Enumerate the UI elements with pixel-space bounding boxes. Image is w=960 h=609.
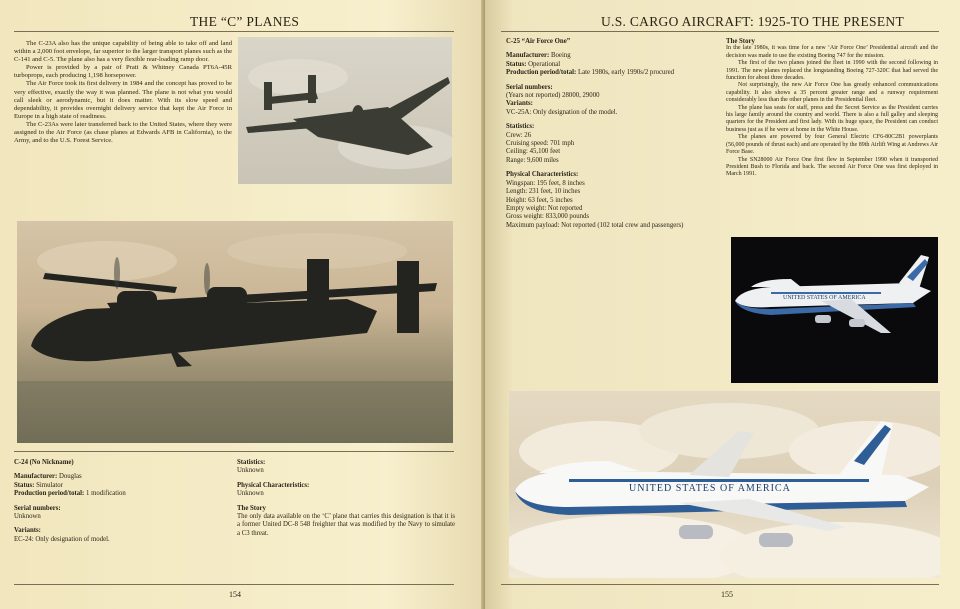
c25-physical: Height: 63 feet, 5 inches bbox=[506, 196, 573, 204]
c25-variants: VC-25A: Only designation of the model. bbox=[506, 108, 618, 116]
c25-serial: (Years not reported) 28000, 29000 bbox=[506, 92, 600, 100]
c25-specs: C-25 “Air Force One” Manufacturer: Boeing Status: Operational Production period/total: Late 1980s, early 1990s/2 procured Serial numbers: (Years not reported) 28000, 29000 Variants: VC-25A: Only designation of the model. Statistics: Crew: 26 Cruising speed: 701 mph Ceiling: 45,100 feet Range: 9,600 miles Physical Characteristics: Wingspan: 195 feet, 8 inches Length: 231 feet, 10 inches Height: 63 feet, 5 inches Empty weight: Not reported Gross weight: 833,000 pounds Maximum payload: Not reported (102 total crew and passengers) bbox=[506, 38, 721, 230]
left-footer-rule bbox=[14, 584, 454, 585]
c25-physical: Maximum payload: Not reported (102 total crew and passengers) bbox=[506, 221, 684, 229]
right-page bbox=[485, 0, 960, 609]
c24-serial: Unknown bbox=[14, 513, 41, 521]
c25-physical: Length: 231 feet, 10 inches bbox=[506, 188, 581, 196]
c24-stats: Statistics: Unknown Physical Characteristics: Unknown The Story The only data available on the ‘C’ plane that carries this designation is that it is a former United DC-8 548 freighter that was modified by the Navy to simulate a C3 threat. bbox=[237, 459, 455, 537]
intro-paragraph: The Air Force took its first delivery in 1984 and the concept has proved to be very effective, exactly the way it was planned. The plane is not what you would call sleek or aerodynamic, but it does matter. With its slow speed and dependability, it provides overnight delivery service that kept the Air Force in Europe in a high state of readiness. bbox=[14, 80, 232, 120]
left-page-header: THE “C” PLANES bbox=[190, 14, 300, 29]
c25-physical: Empty weight: Not reported bbox=[506, 204, 583, 212]
c24-physical: Unknown bbox=[237, 490, 264, 498]
c25-stat: Cruising speed: 701 mph bbox=[506, 140, 575, 148]
c24-manufacturer: Douglas bbox=[59, 473, 82, 481]
story-paragraph: In the late 1980s, it was time for a new ‘Air Force One’ Presidential aircraft and the decision was made to use the existing Boeing 747 for the mission. bbox=[726, 45, 938, 59]
air-force-one-small-photo bbox=[731, 237, 938, 383]
c24-status: Simulator bbox=[36, 481, 63, 489]
c25-stat: Range: 9,600 miles bbox=[506, 156, 559, 164]
c24-story: The only data available on the ‘C’ plane that carries this designation is that it is a former United DC-8 548 freighter that was modified by the Navy to simulate a C3 threat. bbox=[237, 513, 455, 537]
c23-overhead-photo bbox=[238, 37, 452, 184]
intro-paragraph: The C-23As were later transferred back to the United States, where they were assigned to the Air Force (as chase planes at Edwards AFB in California), to the Army, and to the U.S. Forest Service. bbox=[14, 120, 232, 145]
c25-physical: Wingspan: 195 feet, 8 inches bbox=[506, 179, 585, 187]
page-number: 155 bbox=[721, 590, 733, 599]
c23-intro-text bbox=[14, 40, 232, 145]
c25-status: Operational bbox=[528, 60, 561, 68]
story-paragraph: Not surprisingly, the new Air Force One has greatly enhanced communications capability. It also shows a 35 percent greater range and a runway requirement considerably less than the other planes in the Presidential fleet. bbox=[726, 82, 938, 104]
right-footer-rule bbox=[501, 584, 939, 585]
c24-variants: EC-24: Only designation of model. bbox=[14, 535, 110, 543]
c24-title: C-24 (No Nickname) bbox=[14, 459, 74, 466]
c24-production: 1 modification bbox=[86, 490, 126, 498]
c25-story-label: The Story bbox=[726, 38, 755, 45]
left-header-rule bbox=[14, 31, 454, 32]
story-paragraph: The planes are powered by four General Electric CF6-80C2B1 powerplants (56,000 pounds of thrust each) and are operated by the 89th Airlift Wing at Andrews Air Force Base. bbox=[726, 134, 938, 156]
page-number: 154 bbox=[229, 590, 241, 599]
c25-manufacturer: Boeing bbox=[551, 52, 571, 60]
c25-stat: Crew: 26 bbox=[506, 131, 532, 139]
c25-production: Late 1980s, early 1990s/2 procured bbox=[578, 69, 675, 77]
story-paragraph: The plane has seats for staff, press and the Secret Service as the President carries his large family around the country and world. There is also a full galley and sleeping quarters for the President and first lady. With its huge space, the President can conduct business just as if he were at home in the White House. bbox=[726, 104, 938, 133]
c25-physical: Gross weight: 833,000 pounds bbox=[506, 213, 590, 221]
air-force-one-large-photo bbox=[509, 391, 940, 578]
fuselage-lettering: UNITED STATES OF AMERICA bbox=[629, 483, 791, 494]
right-page-header: U.S. CARGO AIRCRAFT: 1925-TO THE PRESENT bbox=[601, 14, 904, 29]
c25-story bbox=[726, 38, 938, 179]
c24-section-rule bbox=[14, 451, 454, 452]
c25-stat: Ceiling: 45,100 feet bbox=[506, 148, 561, 156]
fuselage-lettering: UNITED STATES OF AMERICA bbox=[783, 295, 866, 301]
c24-statistics: Unknown bbox=[237, 467, 264, 475]
right-header-rule bbox=[501, 31, 939, 32]
story-paragraph: The first of the two planes joined the fleet in 1990 with the second following in 1991. The new planes replaced the longstanding Boeing 727-320C that had served the function for about three decades. bbox=[726, 60, 938, 82]
c25-title: C-25 “Air Force One” bbox=[506, 38, 571, 45]
intro-paragraph: The C-23A also has the unique capability of being able to take off and land within a 2,000 foot envelope, far superior to the larger transport planes such as the C-141 and C-5. The plane also has a very flexible rear-loading ramp door. bbox=[14, 40, 232, 64]
intro-paragraph: Power is provided by a pair of Pratt & Whitney Canada PT6A-45R turboprops, each producing 1,198 horsepower. bbox=[14, 64, 232, 80]
story-paragraph: The SN28000 Air Force One first flew in September 1990 when it transported President Bush to Florida and back. The second Air Force One was first deployed in March 1991. bbox=[726, 156, 938, 178]
c24-specs: C-24 (No Nickname) Manufacturer: Douglas Status: Simulator Production period/total: 1 modification Serial numbers: Unknown Variants: EC-24: Only designation of model. bbox=[14, 459, 224, 544]
c23-flight-photo bbox=[17, 221, 453, 443]
